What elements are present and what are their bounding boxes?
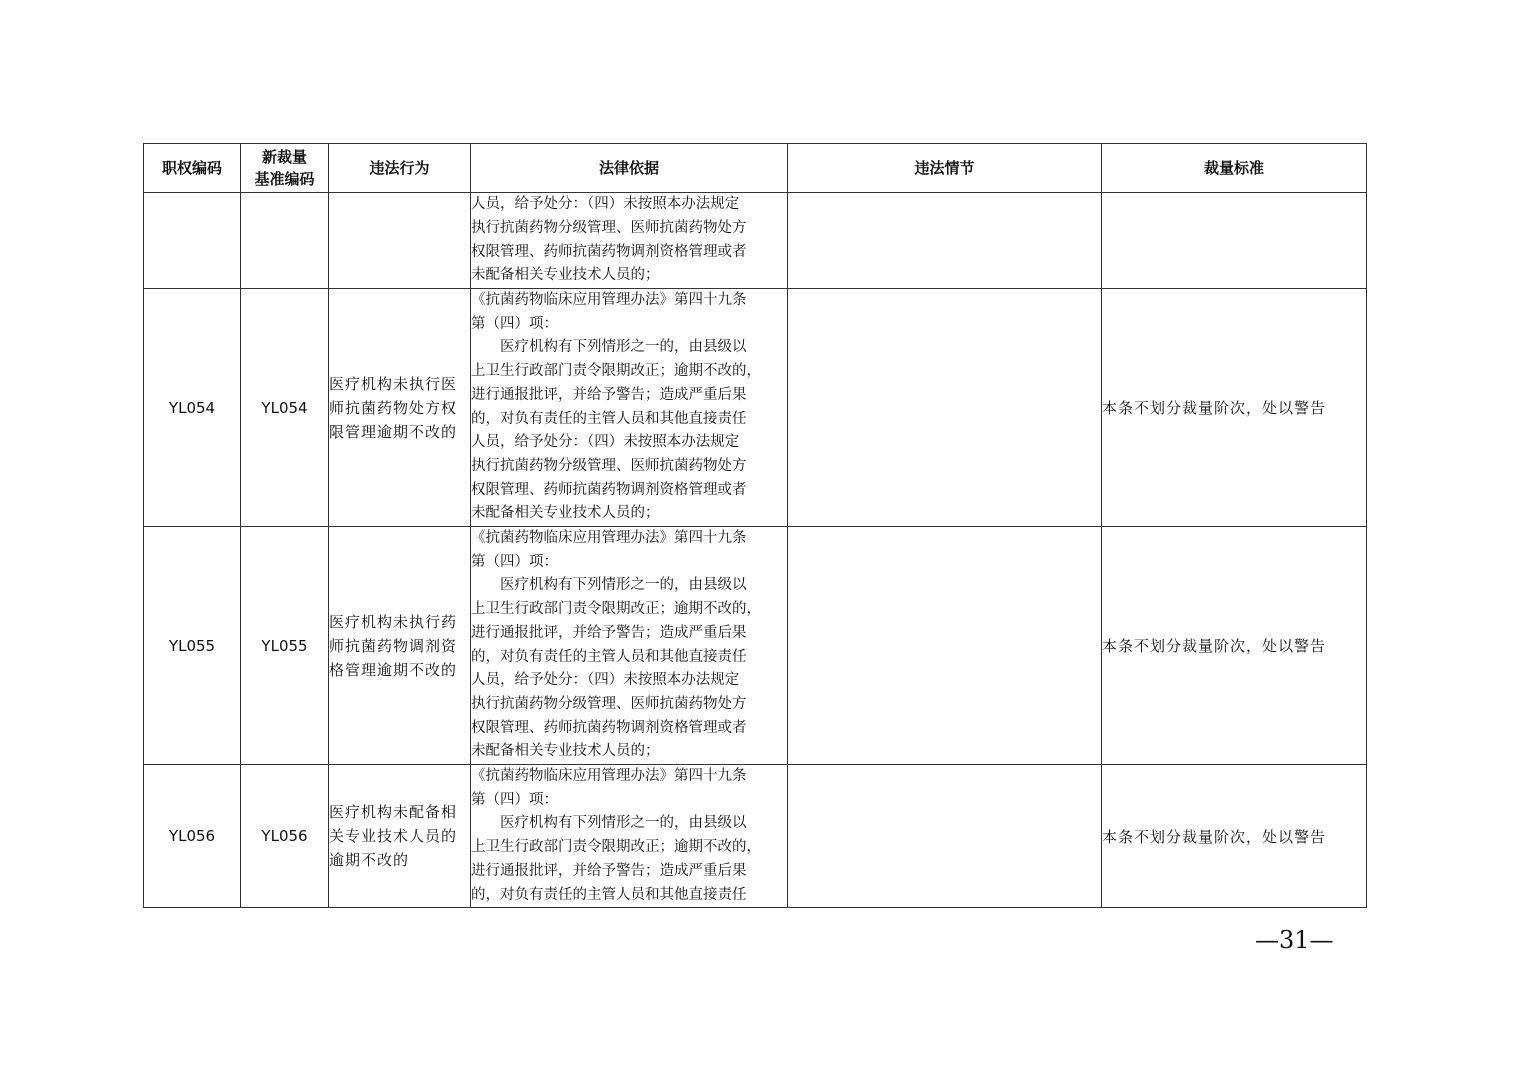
violation-circumstance-cell xyxy=(788,289,1102,527)
legal-basis-line: 权限管理、药师抗菌药物调剂资格管理或者 xyxy=(471,481,747,498)
header-new-code-line1: 新裁量 xyxy=(261,148,307,166)
authority-code-cell: YL055 xyxy=(144,527,241,765)
header-authority-code: 职权编码 xyxy=(144,144,241,193)
legal-basis-line: 进行通报批评，并给予警告；造成严重后果 xyxy=(471,386,747,403)
legal-basis-line: 执行抗菌药物分级管理、医师抗菌药物处方 xyxy=(471,457,747,474)
legal-basis-line: 人员，给予处分：（四）未按照本办法规定 xyxy=(471,196,740,213)
legal-basis-line: 医疗机构有下列情形之一的，由县级以 xyxy=(471,815,747,832)
authority-code-cell xyxy=(144,193,241,289)
violation-behavior-cell: 医疗机构未配备相关专业技术人员的逾期不改的 xyxy=(329,765,471,908)
header-new-code-line2: 基准编码 xyxy=(254,170,315,188)
legal-basis-line: 《抗菌药物临床应用管理办法》第四十九条 xyxy=(471,768,747,785)
header-legal-basis: 法律依据 xyxy=(471,144,788,193)
legal-basis-line: 第（四）项： xyxy=(471,791,558,808)
header-violation-circumstance: 违法情节 xyxy=(788,144,1102,193)
legal-basis-line: 未配备相关专业技术人员的； xyxy=(471,267,660,284)
legal-basis-cell xyxy=(471,765,788,908)
new-code-cell: YL056 xyxy=(241,765,329,908)
discretion-standard-table xyxy=(143,143,1367,908)
legal-basis-line: 人员，给予处分：（四）未按照本办法规定 xyxy=(471,434,740,451)
header-violation-behavior: 违法行为 xyxy=(329,144,471,193)
legal-basis-line: 医疗机构有下列情形之一的，由县级以 xyxy=(471,339,747,356)
violation-behavior-cell: 医疗机构未执行医师抗菌药物处方权限管理逾期不改的 xyxy=(329,289,471,527)
legal-basis-line: 人员，给予处分：（四）未按照本办法规定 xyxy=(471,672,740,689)
legal-basis-cell xyxy=(471,289,788,527)
page-number: —31— xyxy=(1255,926,1334,954)
legal-basis-line: 上卫生行政部门责令限期改正；逾期不改的， xyxy=(471,363,761,380)
new-code-cell xyxy=(241,193,329,289)
legal-basis-line: 第（四）项： xyxy=(471,315,558,332)
new-code-cell: YL054 xyxy=(241,289,329,527)
table-header-row xyxy=(144,144,1367,193)
legal-basis-line: 未配备相关专业技术人员的； xyxy=(471,743,660,760)
legal-basis-line: 未配备相关专业技术人员的； xyxy=(471,505,660,522)
legal-basis-line: 执行抗菌药物分级管理、医师抗菌药物处方 xyxy=(471,219,747,236)
legal-basis-line: 《抗菌药物临床应用管理办法》第四十九条 xyxy=(471,530,747,547)
discretion-standard-cell: 本条不划分裁量阶次，处以警告 xyxy=(1102,289,1367,527)
authority-code-cell: YL054 xyxy=(144,289,241,527)
header-discretion-standard: 裁量标准 xyxy=(1102,144,1367,193)
legal-basis-line: 医疗机构有下列情形之一的，由县级以 xyxy=(471,577,747,594)
violation-circumstance-cell xyxy=(788,193,1102,289)
legal-basis-line: 执行抗菌药物分级管理、医师抗菌药物处方 xyxy=(471,695,747,712)
legal-basis-line: 权限管理、药师抗菌药物调剂资格管理或者 xyxy=(471,243,747,260)
legal-basis-cell xyxy=(471,193,788,289)
legal-basis-line: 《抗菌药物临床应用管理办法》第四十九条 xyxy=(471,292,747,308)
legal-basis-cell xyxy=(471,527,788,765)
legal-basis-line: 的，对负有责任的主管人员和其他直接责任 xyxy=(471,648,747,665)
new-code-cell: YL055 xyxy=(241,527,329,765)
table-row xyxy=(144,765,1367,908)
violation-circumstance-cell xyxy=(788,765,1102,908)
violation-behavior-cell: 医疗机构未执行药师抗菌药物调剂资格管理逾期不改的 xyxy=(329,527,471,765)
legal-basis-line: 权限管理、药师抗菌药物调剂资格管理或者 xyxy=(471,719,747,736)
table-row xyxy=(144,527,1367,765)
header-new-code xyxy=(241,144,329,193)
legal-basis-line: 上卫生行政部门责令限期改正；逾期不改的， xyxy=(471,839,761,856)
table-row xyxy=(144,193,1367,289)
legal-basis-line: 的，对负有责任的主管人员和其他直接责任 xyxy=(471,886,747,903)
legal-basis-line: 第（四）项： xyxy=(471,553,558,570)
discretion-standard-cell: 本条不划分裁量阶次，处以警告 xyxy=(1102,527,1367,765)
authority-code-cell: YL056 xyxy=(144,765,241,908)
discretion-standard-cell xyxy=(1102,193,1367,289)
legal-basis-line: 进行通报批评，并给予警告；造成严重后果 xyxy=(471,862,747,879)
discretion-standard-cell: 本条不划分裁量阶次，处以警告 xyxy=(1102,765,1367,908)
legal-basis-line: 的，对负有责任的主管人员和其他直接责任 xyxy=(471,410,747,427)
table-row xyxy=(144,289,1367,527)
legal-basis-line: 上卫生行政部门责令限期改正；逾期不改的， xyxy=(471,601,761,618)
legal-basis-line: 进行通报批评，并给予警告；造成严重后果 xyxy=(471,624,747,641)
violation-circumstance-cell xyxy=(788,527,1102,765)
violation-behavior-cell xyxy=(329,193,471,289)
